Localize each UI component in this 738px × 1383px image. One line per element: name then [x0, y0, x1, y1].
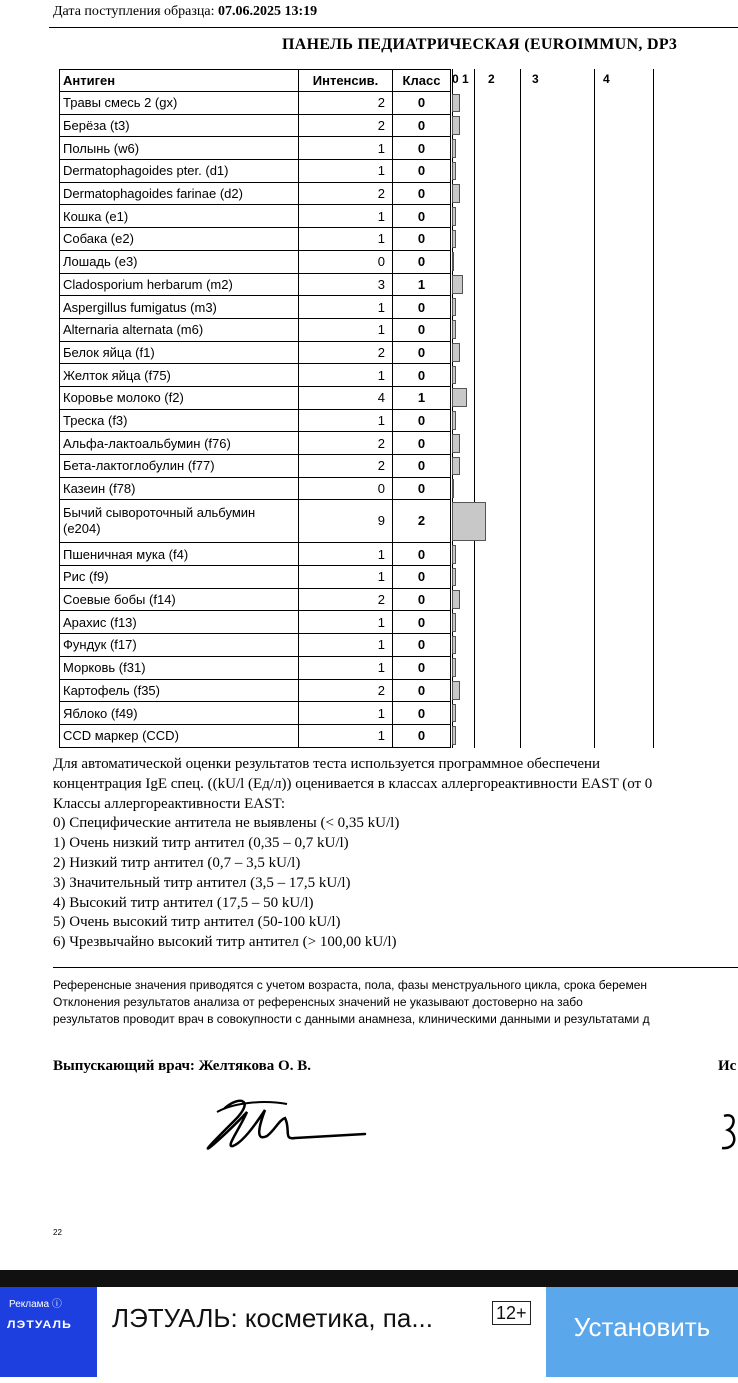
- table-row: [60, 160, 451, 183]
- graph-bar: [452, 275, 463, 294]
- ad-badge[interactable]: Реклама ⓘ: [9, 1299, 62, 1310]
- graph-bar: [452, 388, 467, 407]
- intensity-cell: 1: [299, 702, 393, 725]
- class-cell: 0: [393, 455, 451, 478]
- header-intensity: Интенсив.: [299, 70, 393, 92]
- table-row: [60, 724, 451, 747]
- graph-bar: [452, 457, 460, 476]
- antigen-cell: CCD маркер (CCD): [60, 724, 299, 747]
- graph-gridline: [594, 69, 595, 748]
- sample-date-value: 07.06.2025 13:19: [217, 4, 318, 19]
- reference-line: Референсные значения приводятся с учетом возраста, пола, фазы менструального цикла, срока беремен: [53, 978, 647, 992]
- graph-gridline: [474, 69, 475, 748]
- intensity-cell: 1: [299, 296, 393, 319]
- table-row: [60, 296, 451, 319]
- header-antigen: Антиген: [60, 70, 299, 92]
- graph-tick-label: 1: [462, 72, 469, 86]
- ad-text[interactable]: ЛЭТУАЛЬ: косметика, па...: [112, 1303, 433, 1333]
- graph-bar: [452, 230, 456, 249]
- class-cell: 0: [393, 364, 451, 387]
- class-cell: 0: [393, 432, 451, 455]
- antigen-cell: Кошка (e1): [60, 205, 299, 228]
- intensity-cell: 1: [299, 409, 393, 432]
- note-line: 6) Чрезвычайно высокий титр антител (> 100,00 kU/l): [53, 934, 397, 951]
- table-row: [60, 611, 451, 634]
- intensity-cell: 4: [299, 386, 393, 409]
- class-cell: 0: [393, 341, 451, 364]
- table-row: [60, 92, 451, 115]
- intensity-cell: 1: [299, 137, 393, 160]
- graph-bar: [452, 94, 460, 113]
- note-line: 4) Высокий титр антител (17,5 – 50 kU/l): [53, 894, 314, 911]
- note-line: 1) Очень низкий титр антител (0,35 – 0,7 kU/l): [53, 835, 349, 852]
- results-table: [59, 69, 451, 748]
- graph-bar: [452, 479, 454, 498]
- table-row: [60, 432, 451, 455]
- second-signature-fragment: [718, 1108, 738, 1158]
- intensity-cell: 0: [299, 250, 393, 273]
- class-cell: 0: [393, 205, 451, 228]
- intensity-cell: 2: [299, 455, 393, 478]
- antigen-cell: Треска (f3): [60, 409, 299, 432]
- class-cell: 0: [393, 182, 451, 205]
- graph-bar: [452, 320, 456, 339]
- antigen-cell: Alternaria alternata (m6): [60, 318, 299, 341]
- table-row: [60, 656, 451, 679]
- class-cell: 0: [393, 137, 451, 160]
- intensity-cell: 2: [299, 92, 393, 115]
- graph-bar: [452, 366, 456, 385]
- ad-age-rating: 12+: [492, 1301, 531, 1325]
- class-cell: 0: [393, 114, 451, 137]
- graph-bar: [452, 162, 456, 181]
- graph-tick-label: 0: [452, 72, 459, 86]
- class-cell: 2: [393, 500, 451, 543]
- table-row: [60, 114, 451, 137]
- graph-gridline: [450, 69, 451, 748]
- antigen-cell: Арахис (f13): [60, 611, 299, 634]
- table-header-row: [60, 70, 451, 92]
- graph-bar: [452, 252, 454, 271]
- class-cell: 0: [393, 409, 451, 432]
- table-row: [60, 250, 451, 273]
- graph-bar: [452, 636, 456, 655]
- ad-top-bar: [0, 1270, 738, 1287]
- graph-bar: [452, 568, 456, 587]
- table-row: [60, 566, 451, 589]
- graph-bar: [452, 704, 456, 723]
- class-graph: [450, 69, 738, 748]
- table-body: [60, 92, 451, 748]
- antigen-cell: Фундук (f17): [60, 634, 299, 657]
- graph-bar: [452, 726, 456, 745]
- table-row: [60, 364, 451, 387]
- antigen-cell: Казеин (f78): [60, 477, 299, 500]
- graph-gridline: [520, 69, 521, 748]
- class-cell: 0: [393, 679, 451, 702]
- ad-banner[interactable]: [0, 1287, 738, 1383]
- intensity-cell: 1: [299, 228, 393, 251]
- antigen-cell: Лошадь (e3): [60, 250, 299, 273]
- reference-line: Отклонения результатов анализа от референсных значений не указывают достоверно на забо: [53, 995, 583, 1009]
- class-cell: 0: [393, 702, 451, 725]
- note-line: 2) Низкий титр антител (0,7 – 3,5 kU/l): [53, 855, 301, 871]
- note-line: концентрация IgE спец. ((kU/l (Ед/л)) оценивается в классах аллергореактивности EAST (от 0: [53, 775, 653, 792]
- table-row: [60, 455, 451, 478]
- graph-bar: [452, 590, 460, 609]
- intensity-cell: 0: [299, 477, 393, 500]
- class-cell: 0: [393, 611, 451, 634]
- note-line: 0) Специфические антитела не выявлены (< 0,35 kU/l): [53, 815, 400, 832]
- antigen-cell: Полынь (w6): [60, 137, 299, 160]
- table-row: [60, 273, 451, 296]
- antigen-cell: Картофель (f35): [60, 679, 299, 702]
- intensity-cell: 9: [299, 500, 393, 543]
- intensity-cell: 1: [299, 656, 393, 679]
- notes-rule: [53, 967, 738, 968]
- antigen-cell: Aspergillus fumigatus (m3): [60, 296, 299, 319]
- graph-bar: [452, 411, 456, 430]
- table-row: [60, 228, 451, 251]
- antigen-cell: Коровье молоко (f2): [60, 386, 299, 409]
- graph-bar: [452, 139, 456, 158]
- antigen-cell: Бета-лактоглобулин (f77): [60, 455, 299, 478]
- table-row: [60, 634, 451, 657]
- antigen-cell: Бычий сывороточный альбумин (e204): [60, 500, 299, 543]
- page-number: 22: [53, 1228, 62, 1237]
- graph-bar: [452, 613, 456, 632]
- intensity-cell: 1: [299, 160, 393, 183]
- class-cell: 0: [393, 477, 451, 500]
- table-row: [60, 588, 451, 611]
- intensity-cell: 2: [299, 182, 393, 205]
- graph-bar: [452, 298, 456, 317]
- graph-bar: [452, 658, 456, 677]
- intensity-cell: 1: [299, 205, 393, 228]
- antigen-cell: Собака (e2): [60, 228, 299, 251]
- note-line: 3) Значительный титр антител (3,5 – 17,5 kU/l): [53, 874, 351, 891]
- table-row: [60, 182, 451, 205]
- header-class: Класс: [393, 70, 451, 92]
- intensity-cell: 1: [299, 724, 393, 747]
- class-cell: 0: [393, 724, 451, 747]
- intensity-cell: 3: [299, 273, 393, 296]
- table-row: [60, 543, 451, 566]
- intensity-cell: 2: [299, 114, 393, 137]
- intensity-cell: 1: [299, 634, 393, 657]
- intensity-cell: 2: [299, 679, 393, 702]
- graph-bar: [452, 343, 460, 362]
- antigen-cell: Альфа-лактоальбумин (f76): [60, 432, 299, 455]
- antigen-cell: Яблоко (f49): [60, 702, 299, 725]
- note-line: Классы аллергореактивности EAST:: [53, 795, 286, 812]
- graph-tick-label: 3: [532, 72, 539, 86]
- class-cell: 1: [393, 386, 451, 409]
- class-cell: 0: [393, 160, 451, 183]
- note-line: Для автоматической оценки результатов теста используется программное обеспечени: [53, 756, 601, 772]
- class-cell: 0: [393, 634, 451, 657]
- ad-brand-logo: ЛЭТУАЛЬ: [7, 1319, 72, 1331]
- antigen-cell: Cladosporium herbarum (m2): [60, 273, 299, 296]
- antigen-cell: Рис (f9): [60, 566, 299, 589]
- class-cell: 0: [393, 656, 451, 679]
- table-row: [60, 318, 451, 341]
- antigen-cell: Морковь (f31): [60, 656, 299, 679]
- graph-bar: [452, 545, 456, 564]
- class-cell: 0: [393, 543, 451, 566]
- doctor-signature-label: Выпускающий врач: Желтякова О. В.: [53, 1058, 311, 1074]
- intensity-cell: 2: [299, 341, 393, 364]
- class-cell: 0: [393, 588, 451, 611]
- class-cell: 0: [393, 250, 451, 273]
- graph-bar: [452, 207, 456, 226]
- antigen-cell: Белок яйца (f1): [60, 341, 299, 364]
- note-line: 5) Очень высокий титр антител (50-100 kU/l): [53, 914, 341, 931]
- graph-bar: [452, 116, 460, 135]
- intensity-cell: 1: [299, 364, 393, 387]
- antigen-cell: Желток яйца (f75): [60, 364, 299, 387]
- antigen-cell: Соевые бобы (f14): [60, 588, 299, 611]
- graph-tick-label: 4: [603, 72, 610, 86]
- class-cell: 1: [393, 273, 451, 296]
- table-row: [60, 205, 451, 228]
- table-row: [60, 137, 451, 160]
- class-cell: 0: [393, 566, 451, 589]
- antigen-cell: Пшеничная мука (f4): [60, 543, 299, 566]
- antigen-cell: Dermatophagoides pter. (d1): [60, 160, 299, 183]
- intensity-cell: 1: [299, 566, 393, 589]
- table-row: [60, 679, 451, 702]
- table-row: [60, 386, 451, 409]
- table-row: [60, 702, 451, 725]
- intensity-cell: 1: [299, 318, 393, 341]
- table-row: [60, 409, 451, 432]
- intensity-cell: 1: [299, 543, 393, 566]
- panel-title: ПАНЕЛЬ ПЕДИАТРИЧЕСКАЯ (EUROIMMUN, DP3: [282, 36, 678, 53]
- graph-gridline: [653, 69, 654, 748]
- table-row: [60, 500, 451, 543]
- second-signer-label: Ис: [718, 1058, 737, 1074]
- signature-image: [195, 1090, 375, 1160]
- reference-line: результатов проводит врач в совокупности с данными анамнеза, клиническими данными и результатами д: [53, 1012, 650, 1026]
- sample-date-label: Дата поступления образца:: [53, 4, 215, 19]
- class-cell: 0: [393, 296, 451, 319]
- antigen-cell: Травы смесь 2 (gx): [60, 92, 299, 115]
- ad-install-button[interactable]: Установить: [546, 1287, 738, 1377]
- header-rule: [49, 27, 738, 28]
- table-row: [60, 477, 451, 500]
- graph-bar: [452, 681, 460, 700]
- class-cell: 0: [393, 318, 451, 341]
- sample-date: [53, 4, 317, 20]
- graph-bar: [452, 184, 460, 203]
- antigen-cell: Dermatophagoides farinae (d2): [60, 182, 299, 205]
- graph-tick-label: 2: [488, 72, 495, 86]
- table-row: [60, 341, 451, 364]
- antigen-cell: Берёза (t3): [60, 114, 299, 137]
- class-cell: 0: [393, 92, 451, 115]
- ad-logo[interactable]: [0, 1287, 97, 1377]
- intensity-cell: 2: [299, 432, 393, 455]
- intensity-cell: 1: [299, 611, 393, 634]
- graph-bar: [452, 434, 460, 453]
- intensity-cell: 2: [299, 588, 393, 611]
- class-cell: 0: [393, 228, 451, 251]
- graph-bar: [452, 502, 486, 541]
